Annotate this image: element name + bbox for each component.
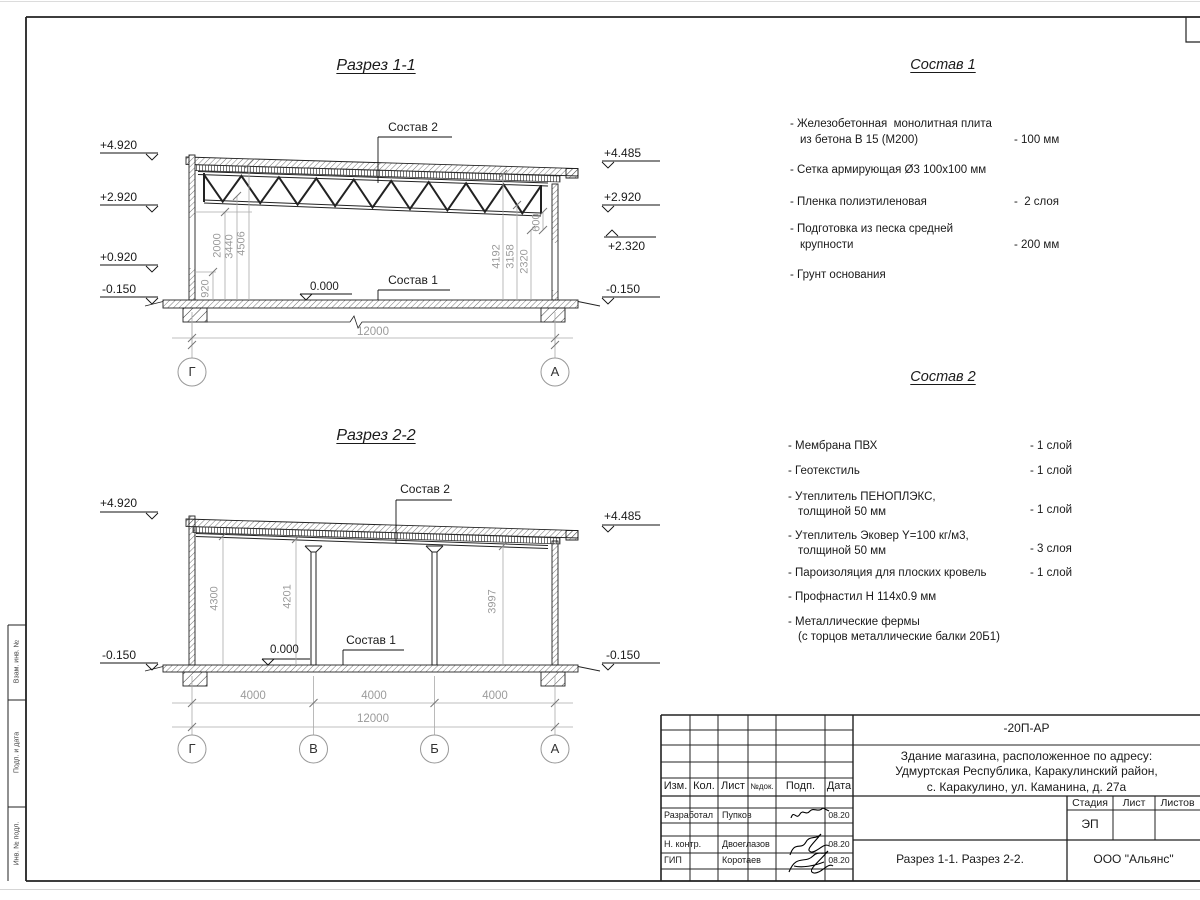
sostav1-item3-value: - 2 слоя [1014, 196, 1060, 208]
stage-value: ЭП [1081, 817, 1099, 831]
dim-s2-4000b: 4000 [361, 690, 387, 702]
sostav1-item1-line2: из бетона В 15 (М200) [800, 134, 919, 146]
axis-s2-g: Г [188, 741, 196, 756]
section2-zero-mark: 0.000 [270, 644, 299, 656]
sostav2-item7-line1: - Металлические фермы [788, 616, 920, 628]
dim-s2-4000a: 4000 [240, 690, 266, 702]
side-label-podp: Подп. и дата [13, 731, 21, 774]
axis-s2-v: В [309, 741, 318, 756]
sostav2-title: Состав 2 [910, 369, 976, 385]
section2-sostav1-label: Состав 1 [346, 633, 396, 647]
elev-s2-r2: -0.150 [606, 648, 641, 662]
section1-sostav2-label: Состав 2 [388, 120, 438, 134]
col-list: Лист [721, 780, 745, 792]
elev-s1-r4: -0.150 [606, 282, 641, 296]
axis-s2-a: А [550, 741, 560, 756]
section2-title: Разрез 2-2 [336, 427, 416, 444]
dim-s2-3997: 3997 [486, 589, 499, 614]
address-line3: с. Каракулино, ул. Каманина, д. 27а [926, 780, 1127, 794]
address-line2: Удмуртская Республика, Каракулинский район, [895, 764, 1158, 778]
dim-s1-4506: 4506 [235, 231, 248, 256]
axis-s2-b: Б [430, 741, 439, 756]
dim-s1-total: 12000 [357, 326, 389, 338]
axis-s1-a: А [550, 364, 560, 379]
sostav1-item1-value: - 100 мм [1014, 134, 1060, 146]
elev-s1-l2: +2.920 [100, 190, 138, 204]
side-label-inv: Инв. № подл. [13, 821, 21, 866]
row2-date: 08.20 [828, 839, 850, 849]
dim-s1-3440: 3440 [223, 234, 236, 259]
sostav1-item1-line1: - Железобетонная монолитная плита [790, 118, 992, 130]
sostav2-item3-line1: - Утеплитель ПЕНОПЛЭКС, [788, 491, 936, 503]
doc-title: Разрез 1-1. Разрез 2-2. [896, 852, 1024, 866]
col-data: Дата [826, 780, 852, 792]
sostav2-item2-value: - 1 слой [1030, 465, 1073, 477]
dim-s1-4192: 4192 [490, 244, 503, 269]
col-izm: Изм. [663, 780, 688, 792]
elev-s1-r3: +2.320 [608, 239, 646, 253]
listov-label: Листов [1160, 797, 1195, 809]
sostav2-item4-value: - 3 слоя [1030, 543, 1072, 555]
row3-date: 08.20 [828, 855, 850, 865]
sostav1-item4-value: - 200 мм [1014, 239, 1060, 251]
sostav1-item4-line1: - Подготовка из песка средней [790, 223, 954, 235]
sostav2-item5-value: - 1 слой [1030, 567, 1073, 579]
sostav1-item4-line2: крупности [800, 239, 854, 251]
sostav2-item3-value: - 1 слой [1030, 504, 1073, 516]
sostav1-item3-line1: - Пленка полиэтиленовая [790, 196, 927, 208]
row1-name: Пупков [722, 810, 752, 820]
section1-sostav1-label: Состав 1 [388, 273, 438, 287]
row2-role: Н. контр. [664, 839, 702, 849]
address-line1: Здание магазина, расположенное по адресу: [900, 749, 1153, 763]
elev-s1-r2: +2.920 [604, 190, 642, 204]
sostav1-title: Состав 1 [910, 57, 976, 73]
side-label-vzam: Взам. инв. № [13, 639, 21, 684]
col-podp: Подп. [785, 780, 816, 792]
col-ndok: №док. [750, 782, 774, 791]
col-kol: Кол. [693, 780, 715, 792]
row3-role: ГИП [664, 855, 682, 865]
dim-s1-2320: 2320 [518, 249, 531, 274]
sostav2-item3-line2: толщиной 50 мм [798, 506, 887, 518]
dim-s1-600: 600 [530, 213, 543, 232]
dim-s2-4000c: 4000 [482, 690, 508, 702]
section1-title: Разрез 1-1 [336, 57, 416, 74]
dim-s2-4201: 4201 [281, 584, 294, 609]
stage-label: Стадия [1072, 797, 1108, 809]
doc-number: -20П-АР [1003, 721, 1050, 735]
sostav2-item5-line1: - Пароизоляция для плоских кровель [788, 567, 987, 579]
sostav2-item4-line2: толщиной 50 мм [798, 545, 887, 557]
dim-s1-920: 920 [199, 279, 212, 298]
elev-s1-r1: +4.485 [604, 146, 642, 160]
section2-sostav2-label: Состав 2 [400, 482, 450, 496]
elev-s1-l3: +0.920 [100, 250, 138, 264]
sostav2-item1-line1: - Мембрана ПВХ [788, 440, 878, 452]
section-1-1-geometry [100, 137, 660, 386]
dim-s1-3158: 3158 [504, 244, 517, 269]
list-label: Лист [1122, 797, 1146, 809]
sostav2-item1-value: - 1 слой [1030, 440, 1073, 452]
sostav2-item6-line1: - Профнастил Н 114x0.9 мм [788, 591, 937, 603]
dim-s2-total: 12000 [357, 713, 389, 725]
section1-zero-mark: 0.000 [310, 281, 339, 293]
sostav2-item4-line1: - Утеплитель Эковер Y=100 кг/м3, [788, 530, 969, 542]
row2-name: Двоеглазов [722, 839, 770, 849]
row1-role: Разработал [664, 810, 713, 820]
row3-name: Коротаев [722, 855, 761, 865]
elev-s2-r1: +4.485 [604, 509, 642, 523]
elev-s2-l2: -0.150 [102, 648, 137, 662]
dim-s1-2000: 2000 [211, 233, 224, 258]
sostav2-item2-line1: - Геотекстиль [788, 465, 860, 477]
elev-s1-l4: -0.150 [102, 282, 137, 296]
sostav1-item5-line1: - Грунт основания [790, 269, 886, 281]
elev-s2-l1: +4.920 [100, 496, 138, 510]
elev-s1-l1: +4.920 [100, 138, 138, 152]
sostav1-item2-line1: - Сетка армирующая Ø3 100x100 мм [790, 164, 987, 176]
dim-s2-4300: 4300 [208, 586, 221, 611]
axis-s1-g: Г [188, 364, 196, 379]
row1-date: 08.20 [828, 810, 850, 820]
sostav2-item7-line2: (с торцов металлические балки 20Б1) [798, 631, 1000, 643]
company-name: ООО "Альянс" [1093, 852, 1174, 866]
